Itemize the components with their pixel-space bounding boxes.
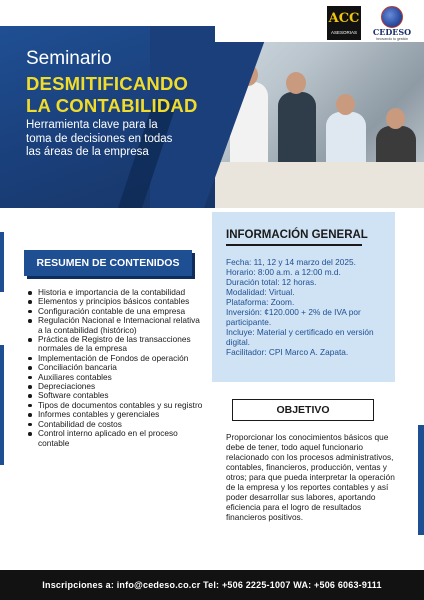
objetivo-heading: OBJETIVO xyxy=(232,399,374,421)
info-line: Fecha: 11, 12 y 14 marzo del 2025. xyxy=(226,257,356,267)
bullet-icon xyxy=(28,366,32,370)
list-item-text: Software contables xyxy=(38,390,109,401)
objetivo-text: Proporcionar los conocimientos básicos que debe de tener, todo aquel funcionario relacionado con los procesos administrativos, contables, financieros, producción, ventas y otros; para que pueda interpretar la operación de la empresa y los reportes contables y así poder desarrollar sus labores, aportando eficiencia para el logro de resultados financieros positivos. xyxy=(226,432,395,522)
info-line: Plataforma: Zoom. xyxy=(226,297,295,307)
list-item-text: Contabilidad de costos xyxy=(38,418,122,429)
list-item-text: Auxiliares contables xyxy=(38,371,112,382)
bullet-icon xyxy=(28,300,32,304)
acc-logo xyxy=(327,6,361,40)
list-item-text: Depreciaciones xyxy=(38,381,96,392)
cedeso-logo xyxy=(370,6,414,40)
footer-contact: Inscripciones a: info@cedeso.co.cr Tel: +506 2225-1007 WA: +506 6063-9111 xyxy=(42,580,382,590)
info-line: Inversión: ¢120.000 + 2% de IVA por participante. xyxy=(226,307,361,327)
bullet-icon xyxy=(28,310,32,314)
list-item-text: Conciliación bancaria xyxy=(38,362,117,373)
list-item xyxy=(28,316,206,335)
bullet-icon xyxy=(28,338,32,342)
list-item xyxy=(28,335,206,354)
acc-logo-text: ACC xyxy=(328,11,360,26)
resumen-heading: RESUMEN DE CONTENIDOS xyxy=(24,250,192,276)
photo-head xyxy=(336,94,355,115)
bullet-icon xyxy=(28,319,32,323)
list-item-text: Configuración contable de una empresa xyxy=(38,305,186,316)
photo-person xyxy=(278,92,316,170)
list-item-text: Regulación Nacional e Internacional relativa a la contabilidad (histórico) xyxy=(38,315,200,335)
info-line: Horario: 8:00 a.m. a 12:00 m.d. xyxy=(226,267,341,277)
right-accent-stripe xyxy=(418,425,424,535)
contents-list xyxy=(28,288,206,448)
photo-head xyxy=(386,108,405,129)
bullet-icon xyxy=(28,432,32,436)
bullet-icon xyxy=(28,394,32,398)
info-line: Incluye: Material y certificado en versión digital. xyxy=(226,327,374,347)
info-lines xyxy=(226,257,386,357)
list-item-text: Control interno aplicado en el proceso contable xyxy=(38,428,178,448)
hero-kicker: Seminario xyxy=(26,48,112,69)
list-item-text: Elementos y principios básicos contables xyxy=(38,296,190,307)
list-item xyxy=(28,429,206,448)
photo-head xyxy=(286,72,306,94)
info-line: Facilitador: CPI Marco A. Zapata. xyxy=(226,347,349,357)
info-heading-underline xyxy=(226,244,362,246)
cedeso-logo-text: CEDESO xyxy=(372,27,412,37)
bullet-icon xyxy=(28,376,32,380)
bullet-icon xyxy=(28,413,32,417)
acc-logo-sub: ASESORIAS xyxy=(330,30,357,35)
list-item-text: Práctica de Registro de las transacciones normales de la empresa xyxy=(38,334,191,354)
hero-title xyxy=(26,73,198,117)
bullet-icon xyxy=(28,423,32,427)
hero-title-line2: LA CONTABILIDAD xyxy=(26,95,198,116)
list-item-text: Historia e importancia de la contabilidad xyxy=(38,287,186,297)
list-item-text: Informes contables y gerenciales xyxy=(38,409,160,420)
globe-icon xyxy=(381,6,403,28)
info-line: Duración total: 12 horas. xyxy=(226,277,317,287)
list-item-text: Implementación de Fondos de operación xyxy=(38,352,189,363)
left-accent-stripe xyxy=(0,345,4,465)
left-accent-stripe xyxy=(0,232,4,292)
cedeso-logo-tag: Innovando tu gestión xyxy=(375,37,409,41)
info-heading: INFORMACIÓN GENERAL xyxy=(226,229,368,241)
bullet-icon xyxy=(28,357,32,361)
bullet-icon xyxy=(28,404,32,408)
bullet-icon xyxy=(28,291,32,295)
info-line: Modalidad: Virtual. xyxy=(226,287,295,297)
bullet-icon xyxy=(28,385,32,389)
list-item-text: Tipos de documentos contables y su registro xyxy=(38,399,203,410)
hero-subtitle: Herramienta clave para la toma de decisiones en todas las áreas de la empresa xyxy=(26,119,173,158)
hero-title-line1: DESMITIFICANDO xyxy=(26,73,189,94)
